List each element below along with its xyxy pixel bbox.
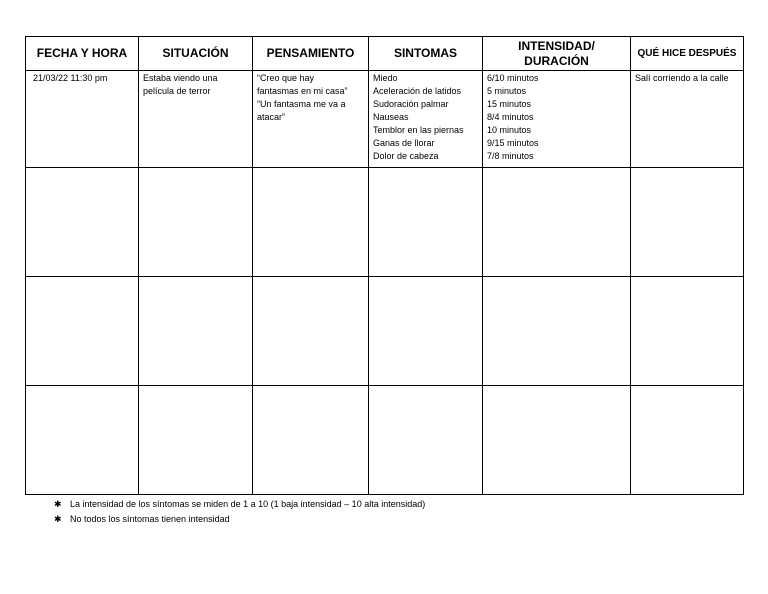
empty-cell[interactable] (631, 386, 744, 495)
asterisk-bullet-icon: ✱ (54, 499, 62, 509)
cell-pensamiento (253, 71, 369, 168)
header-row (26, 37, 744, 71)
cell-fecha (26, 71, 139, 168)
empty-cell[interactable] (369, 168, 483, 277)
cell-sintomas (369, 71, 483, 168)
empty-cell[interactable] (139, 386, 253, 495)
footnote (54, 497, 425, 512)
cell-situacion (139, 71, 253, 168)
empty-cell[interactable] (26, 386, 139, 495)
registro-table (25, 36, 744, 495)
despues-value: Salí corriendo a la calle (635, 73, 729, 83)
empty-cell[interactable] (139, 168, 253, 277)
empty-row (26, 277, 744, 386)
empty-cell[interactable] (483, 386, 631, 495)
fecha-value: 21/03/22 11:30 pm (33, 73, 108, 83)
table-row (26, 71, 744, 168)
empty-cell[interactable] (26, 168, 139, 277)
header-fecha: FECHA Y HORA (26, 37, 139, 71)
asterisk-bullet-icon: ✱ (54, 514, 62, 524)
sintomas-value: Miedo Aceleración de latidos Sudoración palmar Nauseas Temblor en las piernas Ganas de llorar Dolor de cabeza (373, 73, 464, 161)
empty-cell[interactable] (253, 277, 369, 386)
header-sintomas: SINTOMAS (369, 37, 483, 71)
empty-cell[interactable] (369, 277, 483, 386)
cell-intensidad (483, 71, 631, 168)
footnote-text: No todos los síntomas tienen intensidad (70, 514, 230, 524)
empty-row (26, 168, 744, 277)
empty-cell[interactable] (253, 386, 369, 495)
empty-cell[interactable] (631, 277, 744, 386)
situacion-value: Estaba viendo una película de terror (143, 73, 218, 96)
empty-cell[interactable] (369, 386, 483, 495)
empty-cell[interactable] (483, 168, 631, 277)
header-situacion: SITUACIÓN (139, 37, 253, 71)
empty-cell[interactable] (26, 277, 139, 386)
footnote-text: La intensidad de los síntomas se miden de 1 a 10 (1 baja intensidad – 10 alta intensidad) (70, 499, 426, 509)
pensamiento-value: “Creo que hay fantasmas en mi casa” “Un fantasma me va a atacar” (257, 73, 348, 122)
empty-row (26, 386, 744, 495)
intensidad-value: 6/10 minutos 5 minutos 15 minutos 8/4 minutos 10 minutos 9/15 minutos 7/8 minutos (487, 73, 539, 161)
footnotes (54, 497, 425, 527)
empty-cell[interactable] (631, 168, 744, 277)
empty-cell[interactable] (483, 277, 631, 386)
empty-cell[interactable] (253, 168, 369, 277)
cell-despues (631, 71, 744, 168)
header-intensidad: INTENSIDAD/ DURACIÓN (483, 37, 631, 71)
header-despues: QUÉ HICE DESPUÉS (631, 37, 744, 71)
empty-cell[interactable] (139, 277, 253, 386)
footnote (54, 512, 425, 527)
header-pensamiento: PENSAMIENTO (253, 37, 369, 71)
